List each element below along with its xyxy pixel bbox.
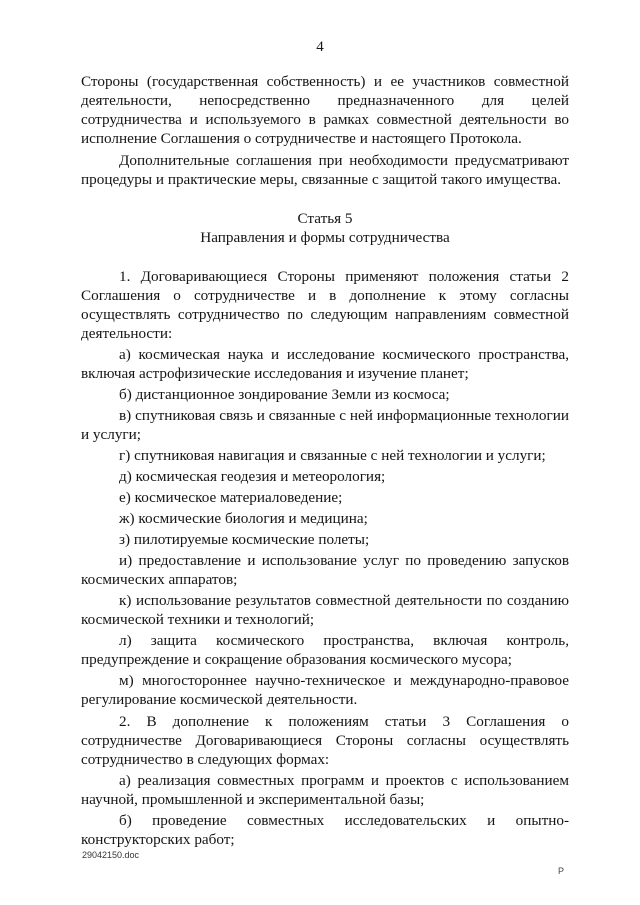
- list-item: м) многостороннее научно-техническое и международно-правовое регулирование космической деятельности.: [81, 672, 569, 708]
- article-number: Статья 5: [297, 210, 353, 227]
- list-item: з) пилотируемые космические полеты;: [119, 531, 370, 548]
- list-item: к) использование результатов совместной деятельности по созданию космической техники и технологий;: [81, 592, 569, 628]
- list-item: д) космическая геодезия и метеорология;: [119, 468, 386, 485]
- article-title: Направления и формы сотрудничества: [200, 229, 450, 246]
- footer-mark: Р: [558, 866, 565, 876]
- list-item: ж) космические биология и медицина;: [119, 510, 368, 527]
- clause-2-text: 2. В дополнение к положениям статьи 3 Соглашения о сотрудничестве Договаривающиеся Стороны согласны осуществлять сотрудничество в следующих формах:: [81, 713, 569, 768]
- document-body: [81, 72, 569, 849]
- clause-1-text: 1. Договаривающиеся Стороны применяют положения статьи 2 Соглашения о сотрудничестве и в дополнение к этому согласны осуществлять сотрудничество по следующим направлениям совместной деятельности:: [81, 268, 569, 342]
- intro-paragraph-2: Дополнительные соглашения при необходимости предусматривают процедуры и практические меры, связанные с защитой такого имущества.: [81, 152, 569, 188]
- list-item: а) реализация совместных программ и проектов с использованием научной, промышленной и экспериментальной базы;: [81, 772, 569, 808]
- list-item: б) дистанционное зондирование Земли из космоса;: [119, 386, 450, 403]
- list-item: и) предоставление и использование услуг по проведению запусков космических аппаратов;: [81, 552, 569, 588]
- list-item: в) спутниковая связь и связанные с ней информационные технологии и услуги;: [81, 407, 569, 443]
- clause-2-list: [81, 771, 569, 849]
- list-item: г) спутниковая навигация и связанные с ней технологии и услуги;: [119, 447, 546, 464]
- list-item: а) космическая наука и исследование космического пространства, включая астрофизические исследования и изучение планет;: [81, 346, 569, 382]
- list-item: е) космическое материаловедение;: [119, 489, 343, 506]
- clause-1-list: [81, 345, 569, 709]
- intro-paragraph-1: Стороны (государственная собственность) и ее участников совместной деятельности, непосредственно предназначенного для целей сотрудничества и используемого в рамках совместной деятельности во исполнение Соглашения о сотрудничестве и настоящего Протокола.: [81, 73, 569, 147]
- list-item: б) проведение совместных исследовательских и опытно-конструкторских работ;: [81, 812, 569, 848]
- document-code: 29042150.doc: [82, 850, 140, 860]
- list-item: л) защита космического пространства, включая контроль, предупреждение и сокращение образования космического мусора;: [81, 632, 569, 668]
- article-heading: [81, 209, 569, 247]
- page-number: 4: [316, 39, 324, 55]
